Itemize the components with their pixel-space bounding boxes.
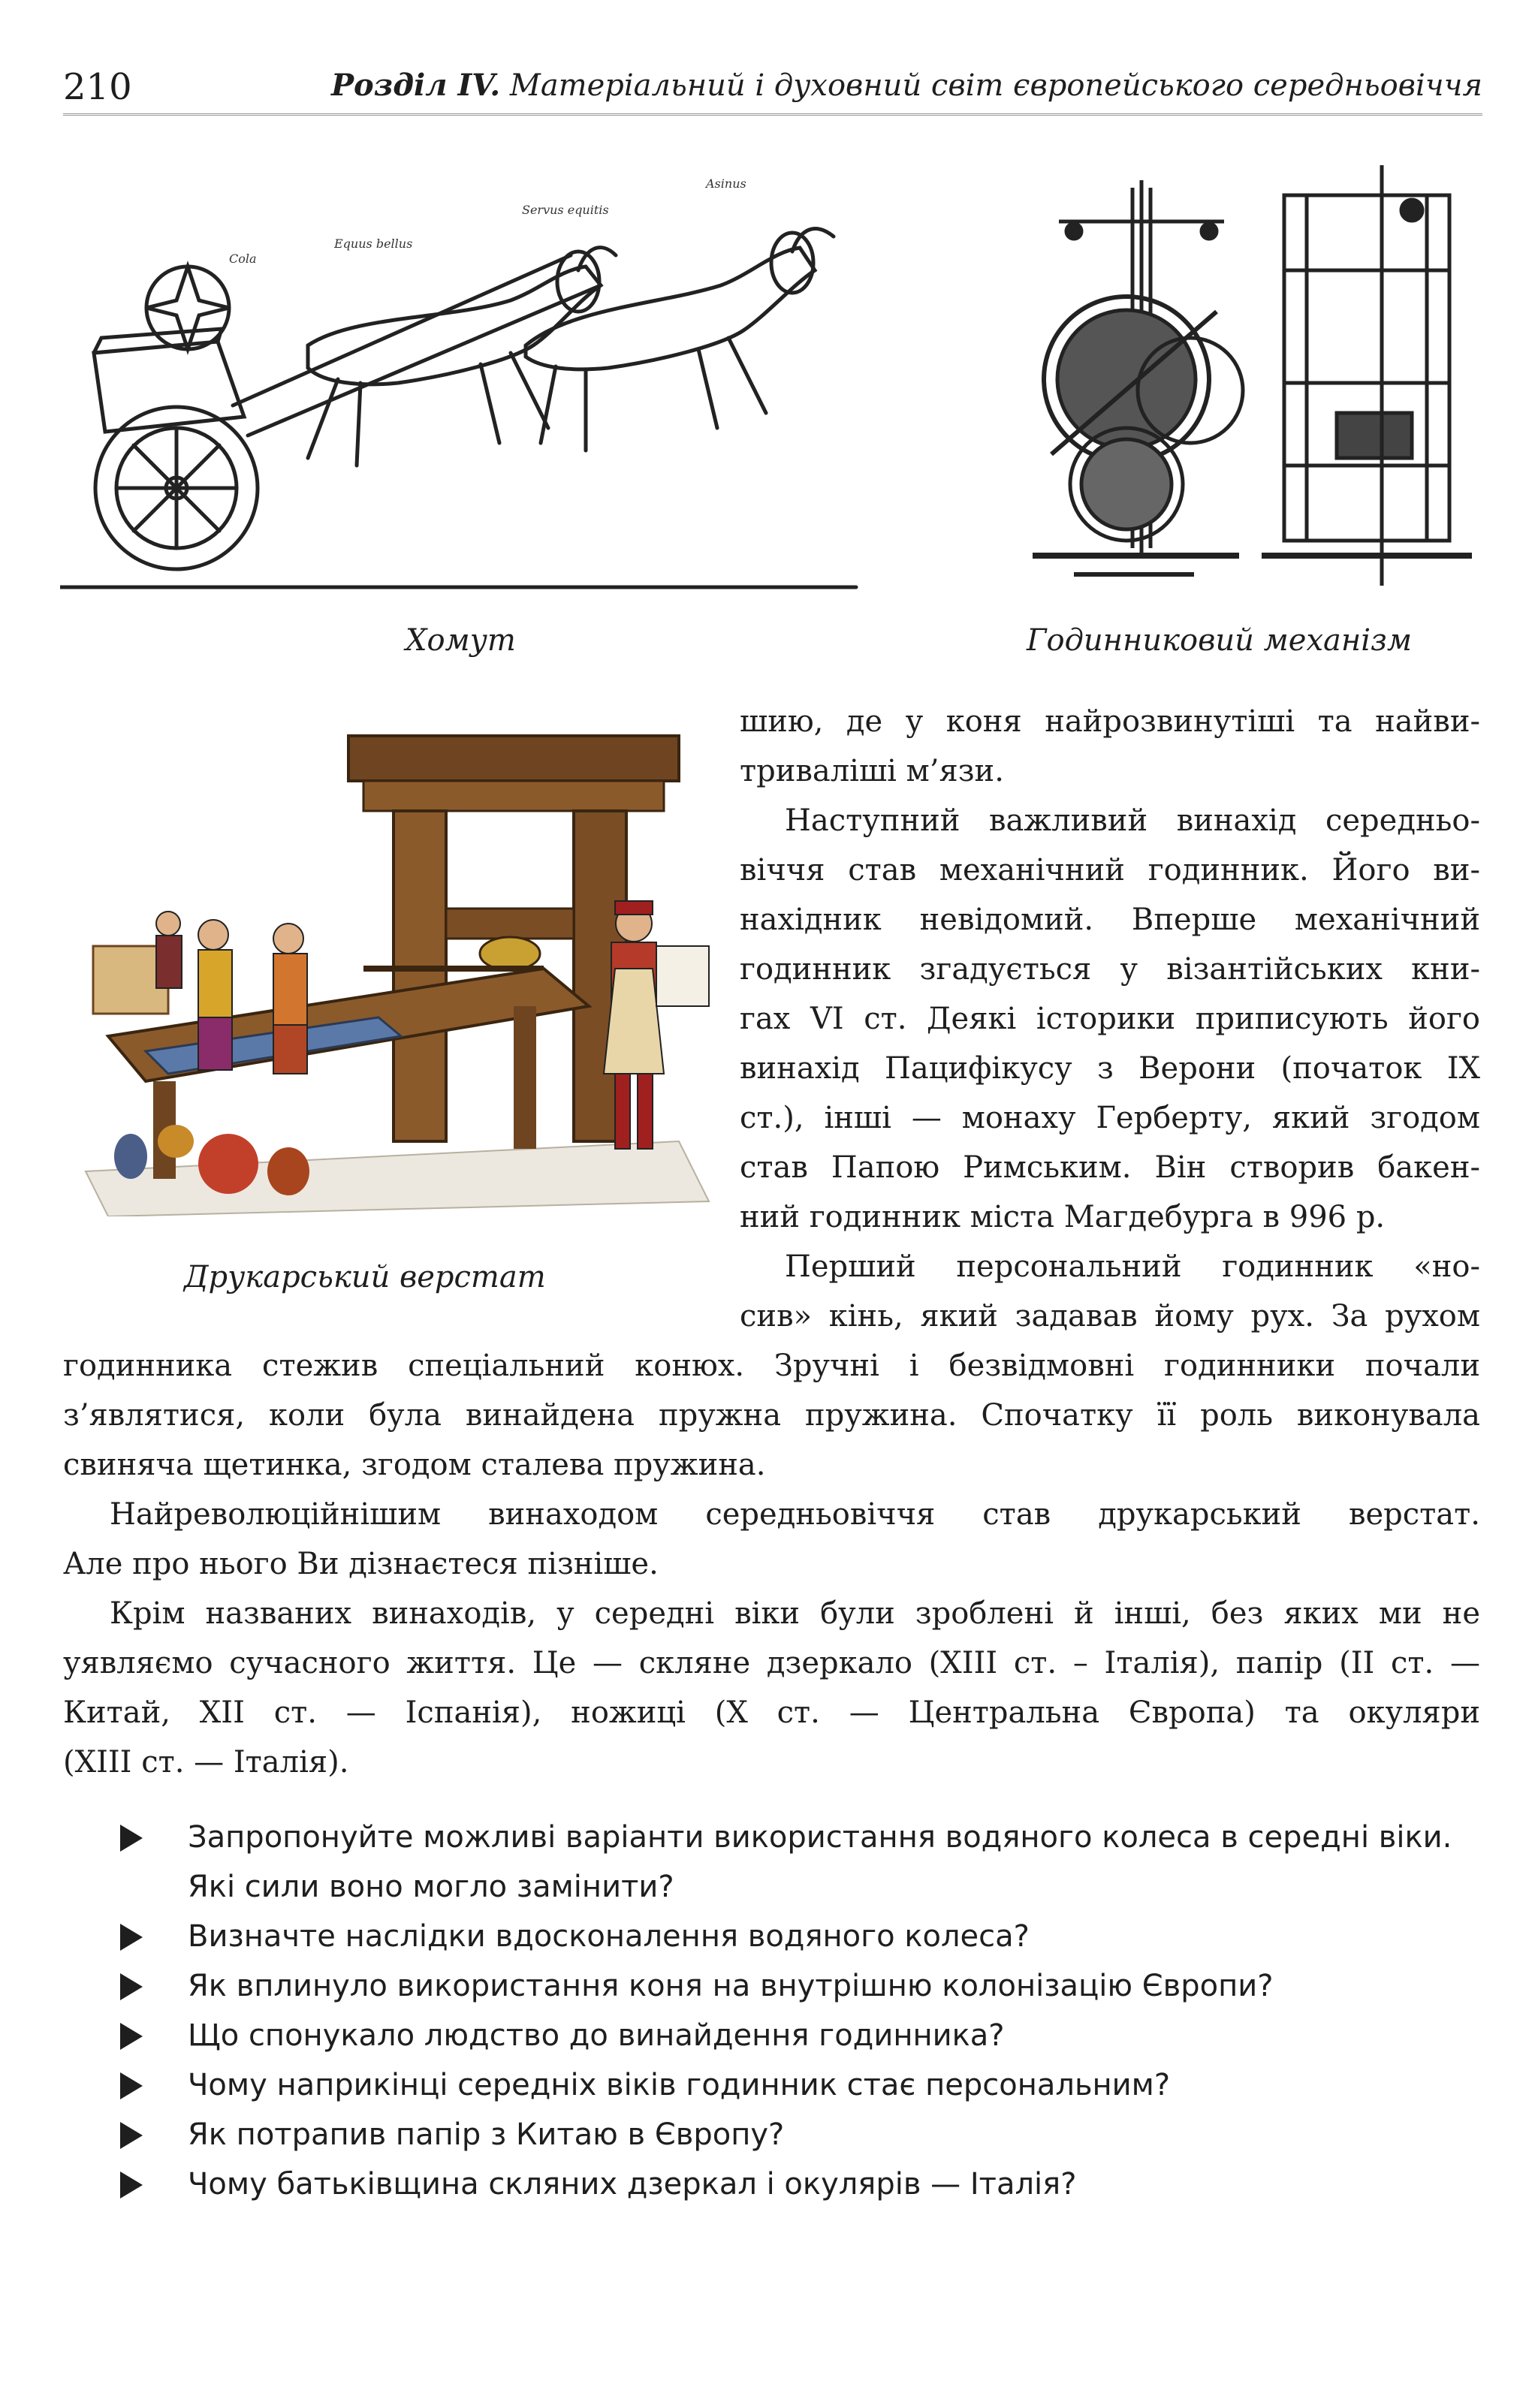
clock-mechanism-caption: Годинниковий механізм bbox=[1027, 623, 1412, 658]
question-item bbox=[120, 1813, 1494, 1912]
label-equus: Equus bellus bbox=[334, 237, 413, 251]
text-line: Перший персональний годинник «но- bbox=[785, 1249, 1480, 1284]
question-item bbox=[120, 1961, 1494, 2011]
text-line: віччя став механічний годинник. Його ви- bbox=[740, 853, 1480, 888]
text-line: став Папою Римським. Він створив бакен- bbox=[740, 1150, 1480, 1185]
triangle-bullet-icon bbox=[120, 2171, 143, 2199]
triangle-bullet-icon bbox=[120, 1973, 143, 2000]
text-line: Наступний важливий винахід середньо- bbox=[785, 803, 1480, 838]
text-line: нахідник невідомий. Вперше механічний bbox=[740, 903, 1480, 937]
question-text: Запропонуйте можливі варіанти використання водяного колеса в середні віки. bbox=[188, 1820, 1452, 1855]
section-title: Матеріальний і духовний світ європейського середньовіччя bbox=[509, 68, 1482, 103]
questions-list bbox=[120, 1813, 1494, 2209]
triangle-bullet-icon bbox=[120, 2072, 143, 2099]
question-item bbox=[120, 2110, 1494, 2159]
question-text: Що спонукало людство до винайдення годинника? bbox=[188, 2018, 1005, 2053]
text-line: уявляємо сучасного життя. Це — скляне дзеркало (XIII ст. – Італія), папір (II ст. — bbox=[63, 1646, 1480, 1680]
text-line: Найреволюційнішим винаходом середньовіччя став друкарський верстат. bbox=[110, 1497, 1480, 1532]
label-cola: Cola bbox=[229, 252, 257, 266]
question-text: Як потрапив папір з Китаю в Європу? bbox=[188, 2117, 785, 2152]
question-item bbox=[120, 2159, 1494, 2209]
printing-press-caption: Друкарський верстат bbox=[184, 1260, 546, 1294]
question-item bbox=[120, 2060, 1494, 2110]
text-line: винахід Пацифікусу з Верони (початок IX bbox=[740, 1051, 1480, 1086]
page-number: 210 bbox=[63, 66, 132, 108]
label-asinus: Asinus bbox=[706, 176, 746, 191]
text-line: Крім названих винаходів, у середні віки були зроблені й інші, без яких ми не bbox=[110, 1596, 1480, 1631]
question-item bbox=[120, 2011, 1494, 2060]
triangle-bullet-icon bbox=[120, 1924, 143, 1951]
text-line: шию, де у коня найрозвинутіші та найви- bbox=[740, 704, 1480, 739]
question-text: Які сили воно могло замінити? bbox=[188, 1870, 674, 1904]
text-line: годинника стежив спеціальний конюх. Зручні і безвідмовні годинники почали bbox=[63, 1349, 1480, 1383]
clock-mechanism-illustration bbox=[1006, 165, 1472, 586]
question-text: Чому батьківщина скляних дзеркал і окулярів — Італія? bbox=[188, 2167, 1077, 2202]
section-label: Розділ IV. bbox=[330, 68, 501, 103]
question-text: Визначте наслідки вдосконалення водяного колеса? bbox=[188, 1919, 1030, 1954]
triangle-bullet-icon bbox=[120, 1825, 143, 1852]
text-line: з’являтися, коли була винайдена пружна пружина. Спочатку її роль виконувала bbox=[63, 1398, 1480, 1433]
text-line: ний годинник міста Магдебурга в 996 р. bbox=[740, 1200, 1386, 1234]
label-servus: Servus equitis bbox=[522, 203, 609, 217]
text-line: свиняча щетинка, згодом сталева пружина. bbox=[63, 1448, 766, 1482]
text-line: триваліші м’язи. bbox=[740, 754, 1004, 788]
horse-collar-caption: Хомут bbox=[406, 623, 516, 658]
running-title bbox=[331, 68, 1482, 103]
text-line: Але про нього Ви дізнаєтеся пізніше. bbox=[63, 1547, 659, 1581]
question-text: Як вплинуло використання коня на внутрішню колонізацію Європи? bbox=[188, 1969, 1274, 2003]
text-line: Китай, XII ст. — Іспанія), ножиці (X ст. — Центральна Європа) та окуляри bbox=[63, 1695, 1480, 1730]
printing-press-illustration bbox=[63, 721, 716, 1216]
text-line: (XIII ст. — Італія). bbox=[63, 1745, 349, 1780]
text-line: сив» кінь, який задавав йому рух. За рухом bbox=[740, 1299, 1480, 1334]
header-rule bbox=[63, 113, 1482, 116]
page-header bbox=[63, 62, 1482, 107]
text-line: годинник згадується у візантійських кни- bbox=[740, 952, 1480, 987]
triangle-bullet-icon bbox=[120, 2122, 143, 2149]
right-column-text bbox=[740, 697, 1480, 1341]
question-text: Чому наприкінці середніх віків годинник стає персональним? bbox=[188, 2068, 1171, 2102]
text-line: ст.), інші — монаху Герберту, який згодом bbox=[740, 1101, 1480, 1135]
triangle-bullet-icon bbox=[120, 2023, 143, 2050]
question-item bbox=[120, 1912, 1494, 1961]
horse-collar-illustration bbox=[60, 158, 871, 593]
text-line: гах VI ст. Деякі історики приписують його bbox=[740, 1002, 1480, 1036]
full-width-text bbox=[63, 1341, 1480, 1787]
